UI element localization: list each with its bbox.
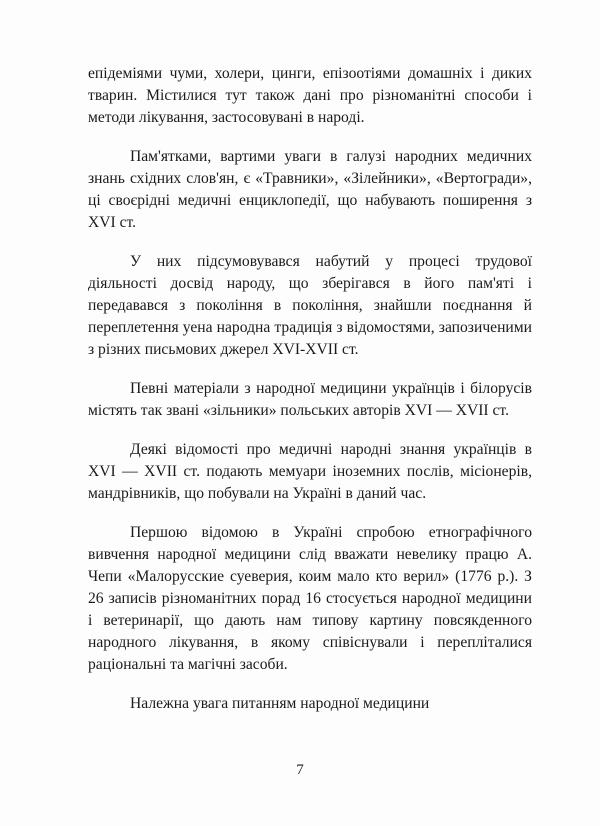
- paragraph-5: Деякі відомості про медичні народні знання українців в XVI — XVII ст. подають мемуари іноземних послів, місіонерів, мандрівників, що побували на Україні в даний час.: [88, 441, 532, 502]
- paragraph-3: У них підсумовувався набутий у процесі трудової діяльності досвід народу, що зберігався в його пам'яті і передавався з покоління в покоління, знайшли поєднання й переплетення уена народна традиція з відомостями, запозиченими з різних письмових джерел XVI-XVII ст.: [88, 253, 532, 358]
- paragraph-1: епідеміями чуми, холери, цинги, епізоотіями домашніх і диких тварин. Містилися тут також дані про різноманітні способи і методи лікування, застосовувані в народі.: [88, 65, 532, 126]
- paragraph-7: Належна увага питанням народної медицини: [130, 695, 430, 712]
- paragraph-6: Першою відомою в Україні спробою етнографічного вивчення народної медицини слід вважати невелику працю А. Чепи «Малорусские суеверия, коим мало кто верил» (1776 р.). З 26 записів різноманітних порад 16 стосується народної медицини і ветеринарії, що дають нам типову картину повсякденного народного лікування, в якому співіснували і перепліталися раціональні та магічні засоби.: [88, 524, 532, 673]
- body-text: [88, 63, 532, 732]
- paragraph-2: Пам'ятками, вартими уваги в галузі народних медичних знань східних слов'ян, є «Травники», «Зілейники», «Вертогради», ці своєрідні медичні енциклопедії, що набувають поширення з XVI ст.: [88, 148, 532, 231]
- page-number: 7: [296, 762, 304, 778]
- paragraph-4: Певні матеріали з народної медицини українців і білорусів містять так звані «зільники» польських авторів XVI — XVII ст.: [88, 380, 532, 419]
